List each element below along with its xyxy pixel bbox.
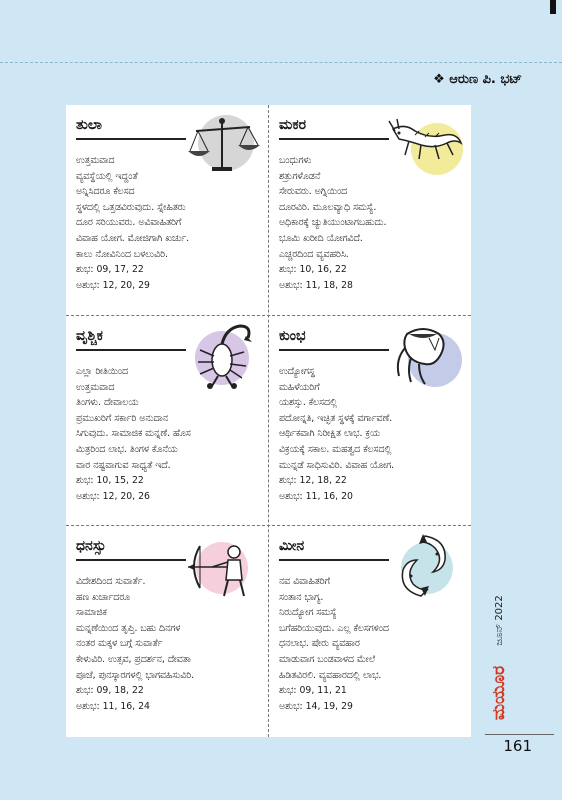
text-line: ಸಿಗುವುದು. ಸಾಮಾಜಿಕ ಮನ್ನಣೆ. ಹೊಸ [76,428,191,440]
sign-text [76,153,261,293]
sign-title: ಮಕರ [279,117,307,133]
page-number-rule [485,734,554,735]
sign-text [279,153,464,293]
text-line: ಭೂಮಿ ಖರೀದಿ ಯೋಗವಿದೆ. [279,232,363,244]
title-rule [279,349,389,351]
unlucky-numbers: ಅಶುಭ: 11, 16, 24 [76,700,150,712]
sign-text [279,364,464,504]
title-rule [279,559,389,561]
unlucky-numbers: ಅಶುಭ: 12, 20, 26 [76,490,150,502]
text-line: ಬಂಧುಗಳು [279,155,312,166]
text-line: ಯಶಸ್ಸು. ಕೆಲಸದಲ್ಲಿ [279,397,338,409]
text-line: ಕಾಲು ನೋವಿನಿಂದ ಬಳಲುವಿರಿ. [76,248,168,260]
lucky-numbers: ಶುಭ: 09, 11, 21 [279,685,347,697]
issue-date-text: ಜೂನ್ 2022 [493,594,505,646]
text-line: ಅಧಿಕಾರಕ್ಕೆ ಚ್ಯುತಿಯುಂಟಾಗಬಹುದು. [279,217,387,229]
text-line: ಮಾಡುವಾಗ ಬಂಡವಾಳದ ಮೇಲೆ [279,653,376,665]
text-line: ಕೇಳುವಿರಿ. ಉತ್ಸವ, ಪ್ರದರ್ಶನ, ದೇವತಾ [76,653,191,665]
lucky-numbers: ಶುಭ: 09, 18, 22 [76,685,144,697]
sign-libra [66,105,268,315]
text-line: ಉತ್ತಮವಾದ [76,381,115,393]
title-rule [76,138,186,140]
unlucky-numbers: ಅಶುಭ: 11, 16, 20 [279,490,353,502]
text-line: ಪದೋನ್ನತಿ, ಇಚ್ಛಿತ ಸ್ಥಳಕ್ಕೆ ವರ್ಗಾವಣೆ. [279,412,393,424]
text-line: ಹಣ ಖರ್ಚಾದರೂ [76,591,131,603]
text-line: ಆರ್ಥಿಕವಾಗಿ ನಿರೀಕ್ಷಿತ ಲಾಭ. ಕ್ರಯ [279,428,380,440]
author-byline: ❖ ಆರುಣ ಪಿ. ಭಟ್ [433,72,522,87]
lucky-numbers: ಶುಭ: 10, 16, 22 [279,264,347,276]
text-line: ಸೇರುವರು. ಅಗ್ನಿಯಿಂದ [279,186,348,198]
text-line: ಸಾಮಾಜಿಕ [76,607,107,619]
unlucky-numbers: ಅಶುಭ: 11, 18, 28 [279,279,353,291]
lucky-numbers: ಶುಭ: 10, 15, 22 [76,475,144,487]
horoscope-card [66,105,471,737]
text-line: ಮಹಿಳೆಯರಿಗೆ [279,381,320,393]
text-line: ವಾರ ನಷ್ಟವಾಗುವ ಸಾಧ್ಯತೆ ಇದೆ. [76,459,171,471]
text-line: ಉದ್ಯೋಗಸ್ಥ [279,366,315,377]
unlucky-numbers: ಅಶುಭ: 14, 19, 29 [279,700,353,712]
text-line: ದೂರವಿರಿ. ಮೂಲವ್ಯಾಧಿ ಸಮಸ್ಯೆ. [279,201,377,213]
text-line: ವಿದೇಶದಿಂದ ಸುವಾರ್ತೆ. [76,576,146,587]
text-line: ಮನ್ನಣೆಯಿಂದ ತೃಪ್ತಿ. ಬಹು ದಿನಗಳ [76,622,181,634]
magazine-brand [484,655,514,730]
title-rule [76,349,186,351]
text-line: ಹಿಡಿತವಿರಲಿ. ವ್ಯವಹಾರದಲ್ಲಿ ಲಾಭ. [279,669,382,681]
text-line: ತಿಂಗಳು. ದೇವಾಲಯ [76,397,139,409]
sign-pisces [269,526,471,736]
text-line: ಸಂತಾನ ಭಾಗ್ಯ. [279,591,324,603]
sign-text [279,574,464,714]
issue-date [486,590,512,650]
text-line: ಸ್ಥಳದಲ್ಲಿ ಒತ್ತಡವಿರುವುದು. ಸ್ನೇಹಿತರು [76,201,186,213]
sign-sagittarius [66,526,268,736]
text-line: ಅನ್ನಿಸಿದರೂ ಕೆಲಸದ [76,186,135,198]
text-line: ಶತ್ರುಗಳೊಡನೆ [279,170,321,182]
text-line: ನಂತರ ಮಕ್ಕಳ ಬಗ್ಗೆ ಸುವಾರ್ತೆ [76,638,163,650]
title-rule [76,559,186,561]
top-dotted-rule [0,62,562,63]
text-line: ನಿರುದ್ಯೋಗ ಸಮಸ್ಯೆ [279,607,337,619]
corner-mark [550,0,556,14]
sign-title: ಮೀನ [279,538,305,554]
text-line: ಎಲ್ಲಾ ರೀತಿಯಿಂದ [76,366,128,377]
sign-title: ಧನಸ್ಸು [76,538,107,554]
lucky-numbers: ಶುಭ: 09, 17, 22 [76,264,144,276]
title-rule [279,138,389,140]
text-line: ಎಚ್ಚರದಿಂದ ವ್ಯವಹರಿಸಿ. [279,248,349,260]
text-line: ಧನಲಾಭ. ಷೇರು ವ್ಯವಹಾರ [279,638,360,650]
sign-text [76,574,261,714]
text-line: ವಿವಾಹ ಯೋಗ. ಮೋಜಿಗಾಗಿ ಖರ್ಚು. [76,232,190,244]
sign-title: ವೃಶ್ಚಿಕ [76,328,103,344]
text-line: ಉತ್ತಮವಾದ [76,155,115,166]
text-line: ಮಿತ್ರರಿಂದ ಲಾಭ. ತಿಂಗಳ ಕೊನೆಯ [76,443,178,455]
page-number: 161 [503,737,532,755]
text-line: ಬಗೆಹರಿಯುವುದು. ಎಲ್ಲ ಕೆಲಸಗಳಿಂದ [279,622,389,634]
lucky-numbers: ಶುಭ: 12, 18, 22 [279,475,347,487]
text-line: ವ್ಯವಸ್ಥೆಯಲ್ಲಿ ಇದ್ದಂತೆ [76,170,138,182]
text-line: ಪೂಜೆ, ಪುನಸ್ಕಾರಗಳಲ್ಲಿ ಭಾಗವಹಿಸುವಿರಿ. [76,669,195,681]
text-line: ಪ್ರಮುಖರಿಗೆ ಸರ್ಕಾರಿ ಅನುದಾನ [76,412,168,424]
text-line: ವಿಕ್ರಯಕ್ಕೆ ಸಕಾಲ. ಮಹತ್ವದ ಕೆಲಸದಲ್ಲಿ [279,443,392,455]
sign-scorpio [66,316,268,526]
sign-title: ತುಲಾ [76,117,102,133]
sign-capricorn [269,105,471,315]
sign-aquarius [269,316,471,526]
text-line: ದೂರ ಸರಿಯುವರು. ಅವಿವಾಹಿತರಿಗೆ [76,217,182,229]
magazine-brand-text: ಮಯೂರ [489,665,509,720]
text-line: ಮುನ್ನಡೆ ಸಾಧಿಸುವಿರಿ. ವಿವಾಹ ಯೋಗ. [279,459,395,471]
unlucky-numbers: ಅಶುಭ: 12, 20, 29 [76,279,150,291]
sign-title: ಕುಂಭ [279,328,306,344]
text-line: ನವ ವಿವಾಹಿತರಿಗೆ [279,576,330,587]
sign-text [76,364,261,504]
